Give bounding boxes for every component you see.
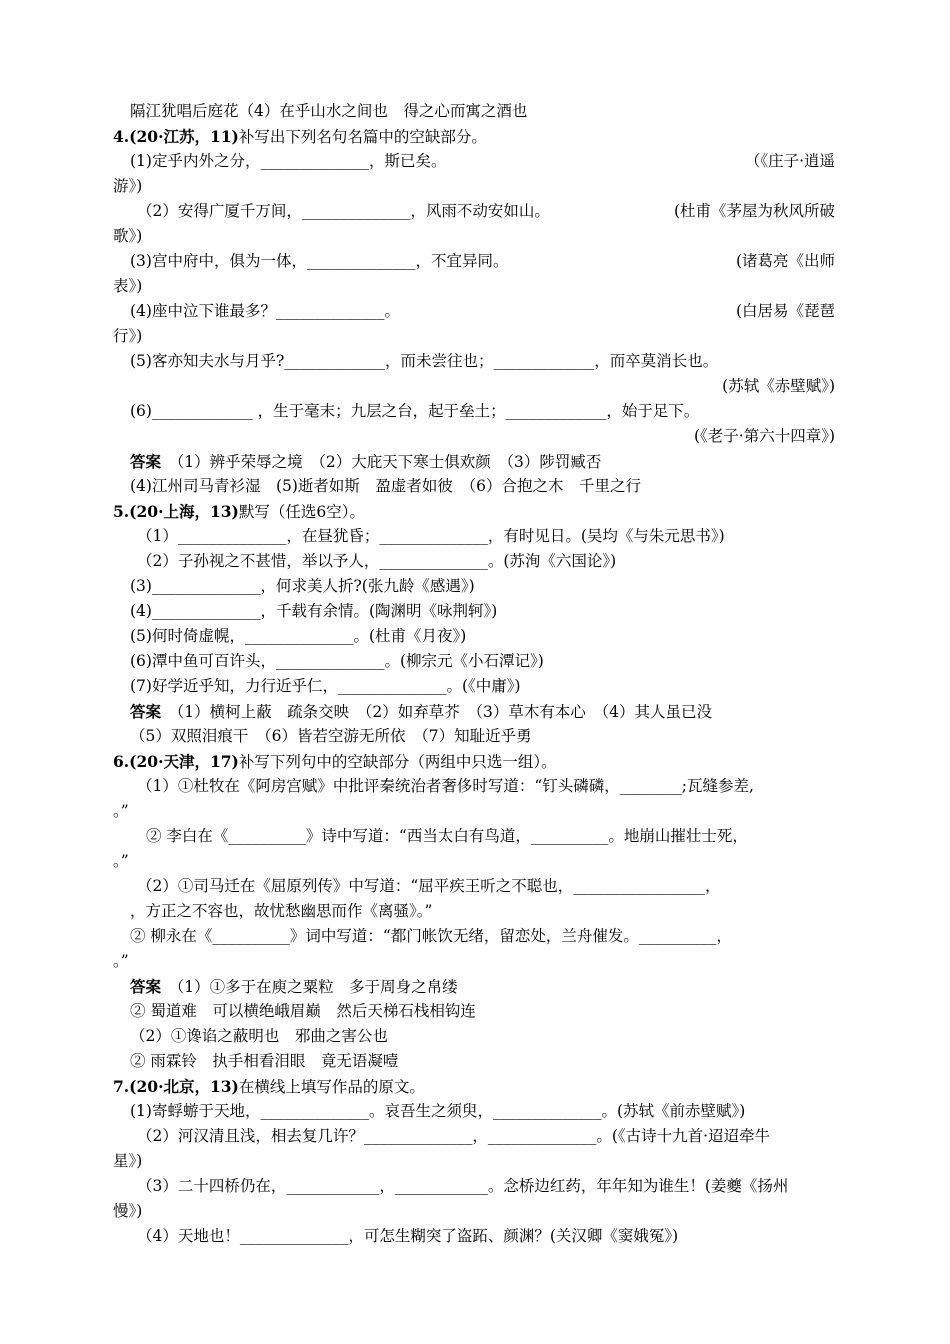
text-line: ，方正之不容也，故忧愁幽思而作《离骚》。” — [130, 902, 433, 920]
answer-line: ② 雨霖铃 执手相看泪眼 竟无语凝噎 — [130, 1052, 399, 1070]
text-line: ② 柳永在《__________》词中写道：“都门帐饮无绪，留恋处，兰舟催发。__________， — [130, 927, 732, 945]
question-heading: 7.(20·北京，13)在横线上填写作品的原文。 — [113, 1077, 425, 1096]
answer-line: （2）①谗谄之蔽明也 邪曲之害公也 — [130, 1027, 388, 1045]
text-line: (4)______________，千载有余情。(陶渊明《咏荆轲》) — [130, 602, 498, 620]
answer-line: ② 蜀道难 可以横绝峨眉巅 然后天梯石栈相钩连 — [130, 1002, 476, 1020]
text-line: (《老子·第六十四章》) — [693, 427, 835, 445]
text-line: （2）河汉清且浅，相去复几许？______________，______________。(《古诗十九首·迢迢牵牛 — [137, 1127, 771, 1145]
question-heading: 4.(20·江苏，11)补写出下列名句名篇中的空缺部分。 — [113, 127, 487, 146]
text-line: 星》) — [113, 1152, 143, 1170]
text-line: (3)______________，何求美人折?(张九龄《感遇》) — [130, 577, 475, 595]
text-line: 。” — [113, 952, 129, 970]
answer-line: (4)江州司马青衫湿 (5)逝者如斯 盈虚者如彼 （6）合抱之木 千里之行 — [130, 477, 642, 495]
question-heading: 6.(20·天津，17)补写下列句中的空缺部分（两组中只选一组）。 — [113, 752, 557, 771]
text-line: （2）子孙视之不甚惜，举以予人，______________。(苏洵《六国论》) — [137, 552, 617, 570]
text-line: ② 李白在《__________》诗中写道：“西当太白有鸟道，__________。地崩山摧壮士死， — [146, 827, 748, 845]
text-line: 表》) — [113, 277, 143, 295]
text-line: (4)座中泣下谁最多？______________。 (白居易《琵琶 — [130, 302, 835, 320]
text-line: (苏轼《赤壁赋》) — [722, 377, 835, 395]
text-line: 。” — [113, 802, 129, 820]
answer-line: 答案 （1）辨乎荣辱之境 （2）大庇天下寒士俱欢颜 （3）陟罚臧否 — [130, 452, 602, 471]
text-line: （1）①杜牧在《阿房宫赋》中批评秦统治者奢侈时写道：“钉头磷磷，________;瓦缝参差, — [137, 777, 754, 795]
text-line: 行》) — [113, 327, 143, 345]
text-line: (7)好学近乎知，力行近乎仁，______________。(《中庸》) — [130, 677, 521, 695]
text-line: 。” — [113, 852, 129, 870]
text-line: （2）安得广厦千万间，______________，风雨不动安如山。 (杜甫《茅屋为秋风所破 — [137, 202, 835, 220]
answer-line: 答案 （1）横柯上蔽 疏条交映 （2）如弃草芥 （3）草木有本心 （4）其人虽已没 — [130, 702, 712, 721]
text-line: 隔江犹唱后庭花（4）在乎山水之间也 得之心而寓之酒也 — [130, 102, 528, 120]
text-line: （4）天地也！______________，可怎生糊突了盗跖、颜渊？(关汉卿《窦娥冤》) — [137, 1227, 679, 1245]
text-line: 歌》) — [113, 227, 143, 245]
text-line: (3)宫中府中，俱为一体，______________，不宜异同。 (诸葛亮《出师 — [130, 252, 835, 270]
question-heading: 5.(20·上海，13)默写（任选6空）。 — [113, 502, 366, 521]
text-line: (1)定乎内外之分，______________，斯已矣。 （《庄子·逍遥 — [130, 152, 835, 170]
answer-line: 答案 （1）①多于在庾之粟粒 多于周身之帛缕 — [130, 977, 458, 996]
text-line: (5)客亦知夫水与月乎?_____________，而未尝往也；_____________，而卒莫消长也。 — [130, 352, 719, 370]
text-line: 游》) — [113, 177, 143, 195]
text-line: （3）二十四桥仍在，____________，____________。念桥边红药，年年知为谁生！(姜夔《扬州 — [137, 1177, 789, 1195]
text-line: (5)何时倚虚幌，______________。(杜甫《月夜》) — [130, 627, 467, 645]
text-line: (6)潭中鱼可百许头，______________。(柳宗元《小石潭记》) — [130, 652, 544, 670]
answer-line: （5）双照泪痕干 （6）皆若空游无所依 （7）知耻近乎勇 — [130, 727, 532, 745]
text-line: 慢》) — [113, 1202, 143, 1220]
text-line: (6)_____________ ，生于毫末；九层之台，起于垒土；_____________，始于足下。 — [130, 402, 700, 420]
text-line: (1)寄蜉蝣于天地，______________。哀吾生之须臾，______________。(苏轼《前赤壁赋》) — [130, 1102, 746, 1120]
text-line: （2）①司马迁在《屈原列传》中写道：“屈平疾王听之不聪也，_________________， — [137, 877, 721, 895]
text-line: （1）______________，在昼犹昏；______________，有时见日。(吴均《与朱元思书》) — [137, 527, 725, 545]
